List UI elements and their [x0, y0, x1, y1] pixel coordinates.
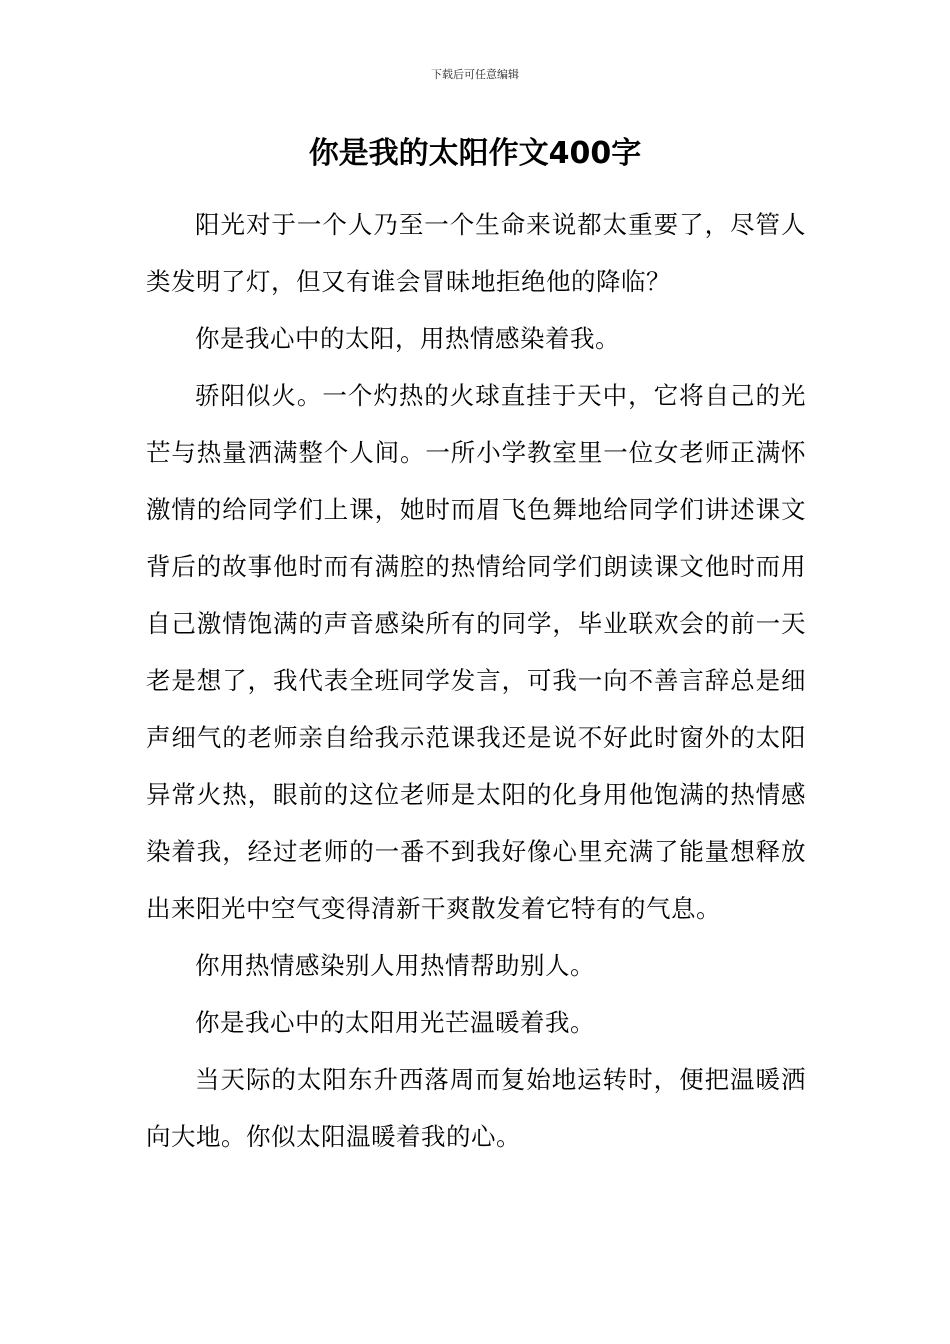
header-note: 下载后可任意编辑 [431, 68, 519, 81]
paragraph: 当天际的太阳东升西落周而复始地运转时，便把温暖洒向大地。你似太阳温暖着我的心。 [146, 1065, 806, 1151]
paragraph: 阳光对于一个人乃至一个生命来说都太重要了，尽管人类发明了灯，但又有谁会冒昧地拒绝他的降临？ [146, 210, 806, 296]
paragraph: 骄阳似火。一个灼热的火球直挂于天中，它将自己的光芒与热量洒满整个人间。一所小学教室里一位女老师正满怀激情的给同学们上课，她时而眉飞色舞地给同学们讲述课文背后的故事他时而有满腔的热情给同学们朗读课文他时而用自己激情饱满的声音感染所有的同学，毕业联欢会的前一天老是想了，我代表全班同学发言，可我一向不善言辞总是细声细气的老师亲自给我示范课我还是说不好此时窗外的太阳异常火热，眼前的这位老师是太阳的化身用他饱满的热情感染着我，经过老师的一番不到我好像心里充满了能量想释放出来阳光中空气变得清新干爽散发着它特有的气息。 [146, 381, 806, 923]
paragraph: 你是我心中的太阳，用热情感染着我。 [195, 324, 620, 353]
paragraph: 你用热情感染别人用热情帮助别人。 [195, 951, 595, 980]
document-title: 你是我的太阳作文400字 [308, 136, 642, 171]
essay-body [146, 196, 806, 1165]
paragraph: 你是我心中的太阳用光芒温暖着我。 [195, 1008, 595, 1037]
